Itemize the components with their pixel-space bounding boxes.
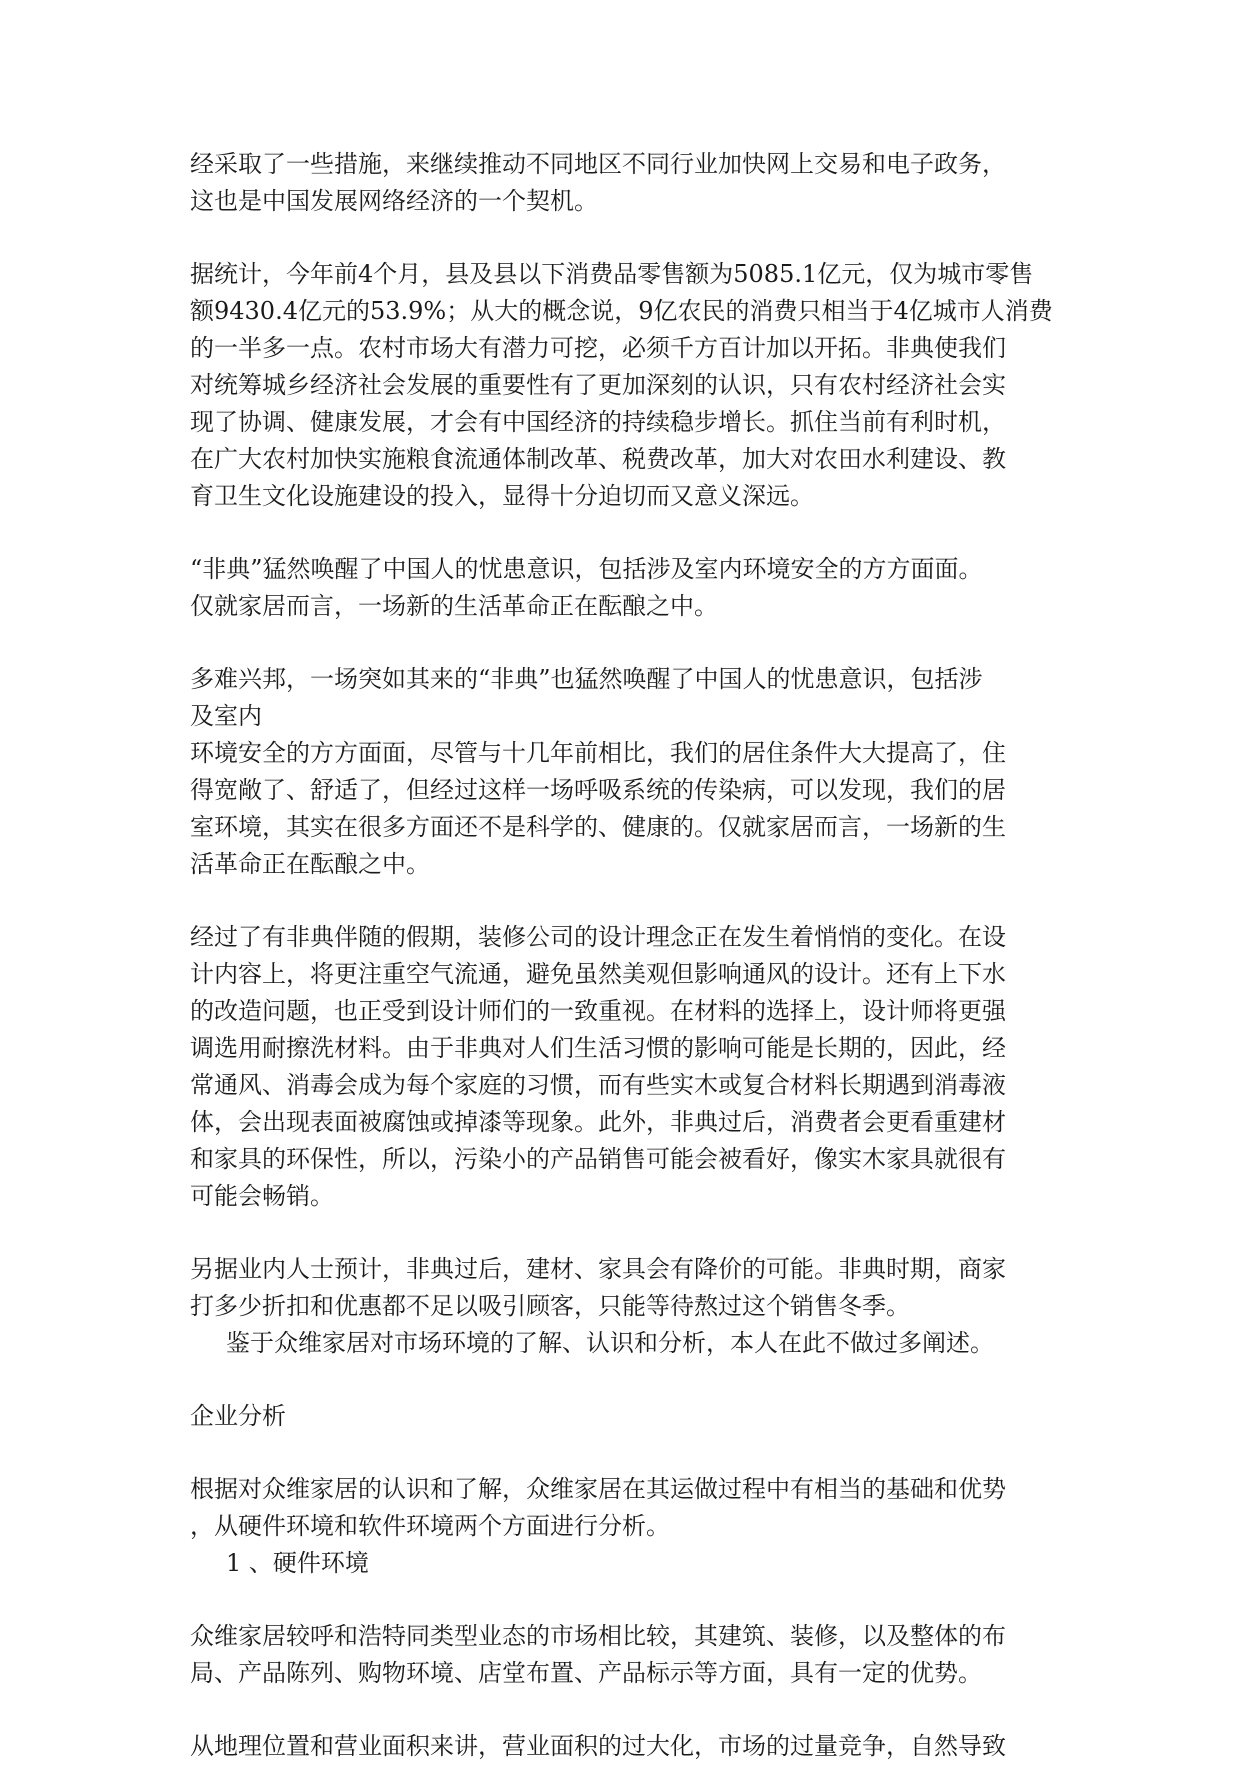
text-line: 调选用耐擦洗材料。由于非典对人们生活习惯的影响可能是长期的，因此，经: [190, 1034, 1006, 1062]
paragraph-gap: [190, 1215, 1070, 1251]
text-line: 活革命正在酝酿之中。: [190, 850, 430, 878]
text-line: 现了协调、健康发展，才会有中国经济的持续稳步增长。抓住当前有利时机，: [190, 408, 1006, 436]
text-line: 众维家居较呼和浩特同类型业态的市场相比较，其建筑、装修，以及整体的布: [190, 1622, 1006, 1650]
text-line: 额9430.4亿元的53.9%；从大的概念说，9亿农民的消费只相当于4亿城市人消费: [190, 297, 1053, 325]
text-line: 根据对众维家居的认识和了解，众维家居在其运做过程中有相当的基础和优势: [190, 1475, 1006, 1503]
text-line: 这也是中国发展网络经济的一个契机。: [190, 187, 598, 215]
text-line: 经过了有非典伴随的假期，装修公司的设计理念正在发生着悄悄的变化。在设: [190, 923, 1006, 951]
text-line: 在广大农村加快实施粮食流通体制改革、税费改革，加大对农田水利建设、教: [190, 445, 1006, 473]
text-line: 打多少折扣和优惠都不足以吸引顾客，只能等待熬过这个销售冬季。: [190, 1292, 910, 1320]
text-line: 局、产品陈列、购物环境、店堂布置、产品标示等方面，具有一定的优势。: [190, 1659, 982, 1687]
paragraph-sars-awareness: [190, 551, 1070, 625]
text-line: 仅就家居而言，一场新的生活革命正在酝酿之中。: [190, 592, 718, 620]
text-line: 计内容上，将更注重空气流通，避免虽然美观但影响通风的设计。还有上下水: [190, 960, 1006, 988]
text-line: 及室内: [190, 702, 262, 730]
text-line: ，从硬件环境和软件环境两个方面进行分析。: [190, 1512, 670, 1540]
text-line: 和家具的环保性，所以，污染小的产品销售可能会被看好，像实木家具就很有: [190, 1145, 1006, 1173]
paragraph-hardware-advantage: [190, 1618, 1070, 1692]
paragraph-gap: [190, 1582, 1070, 1618]
text-line-indented: 鉴于众维家居对市场环境的了解、认识和分析，本人在此不做过多阐述。: [226, 1329, 994, 1357]
text-line: “非典”猛然唤醒了中国人的忧患意识，包括涉及室内环境安全的方方面面。: [190, 555, 983, 583]
text-line: 的一半多一点。农村市场大有潜力可挖，必须千方百计加以开拓。非典使我们: [190, 334, 1006, 362]
section-heading-enterprise-analysis: 企业分析: [190, 1402, 286, 1430]
paragraph-gap: [190, 1362, 1070, 1398]
text-line: 多难兴邦，一场突如其来的“非典”也猛然唤醒了中国人的忧患意识，包括涉: [190, 665, 983, 693]
text-line: 另据业内人士预计，非典过后，建材、家具会有降价的可能。非典时期，商家: [190, 1255, 1006, 1283]
text-line: 体，会出现表面被腐蚀或掉漆等现象。此外，非典过后，消费者会更看重建材: [190, 1108, 1006, 1136]
paragraph-rural-consumption: [190, 256, 1070, 515]
paragraph-gap: [190, 515, 1070, 551]
text-line: 可能会畅销。: [190, 1182, 334, 1210]
paragraph-price-forecast: [190, 1251, 1070, 1362]
paragraph-network-economy: [190, 146, 1070, 220]
paragraph-gap: [190, 1435, 1070, 1471]
text-line: 室环境，其实在很多方面还不是科学的、健康的。仅就家居而言，一场新的生: [190, 813, 1006, 841]
paragraph-design-changes: [190, 919, 1070, 1215]
paragraph-living-environment: [190, 661, 1070, 883]
paragraph-gap: [190, 883, 1070, 919]
text-line: 环境安全的方方面面，尽管与十几年前相比，我们的居住条件大大提高了，住: [190, 739, 1006, 767]
paragraph-gap: [190, 220, 1070, 256]
text-line: 据统计，今年前4个月，县及县以下消费品零售额为5085.1亿元，仅为城市零售: [190, 260, 1034, 288]
paragraph-location-area: [190, 1728, 1070, 1765]
paragraph-analysis-intro: [190, 1471, 1070, 1582]
paragraph-gap: [190, 1692, 1070, 1728]
document-body: [190, 146, 1070, 1765]
text-line: 经采取了一些措施，来继续推动不同地区不同行业加快网上交易和电子政务，: [190, 150, 1006, 178]
text-line: 育卫生文化设施建设的投入，显得十分迫切而又意义深远。: [190, 482, 814, 510]
paragraph-gap: [190, 625, 1070, 661]
text-line: 从地理位置和营业面积来讲，营业面积的过大化，市场的过量竞争，自然导致: [190, 1732, 1006, 1760]
text-line: 对统筹城乡经济社会发展的重要性有了更加深刻的认识，只有农村经济社会实: [190, 371, 1006, 399]
text-line: 的改造问题，也正受到设计师们的一致重视。在材料的选择上，设计师将更强: [190, 997, 1006, 1025]
text-line: 常通风、消毒会成为每个家庭的习惯，而有些实木或复合材料长期遇到消毒液: [190, 1071, 1006, 1099]
subheading-hardware-environment: 1 、硬件环境: [226, 1549, 369, 1577]
text-line: 得宽敞了、舒适了，但经过这样一场呼吸系统的传染病，可以发现，我们的居: [190, 776, 1006, 804]
